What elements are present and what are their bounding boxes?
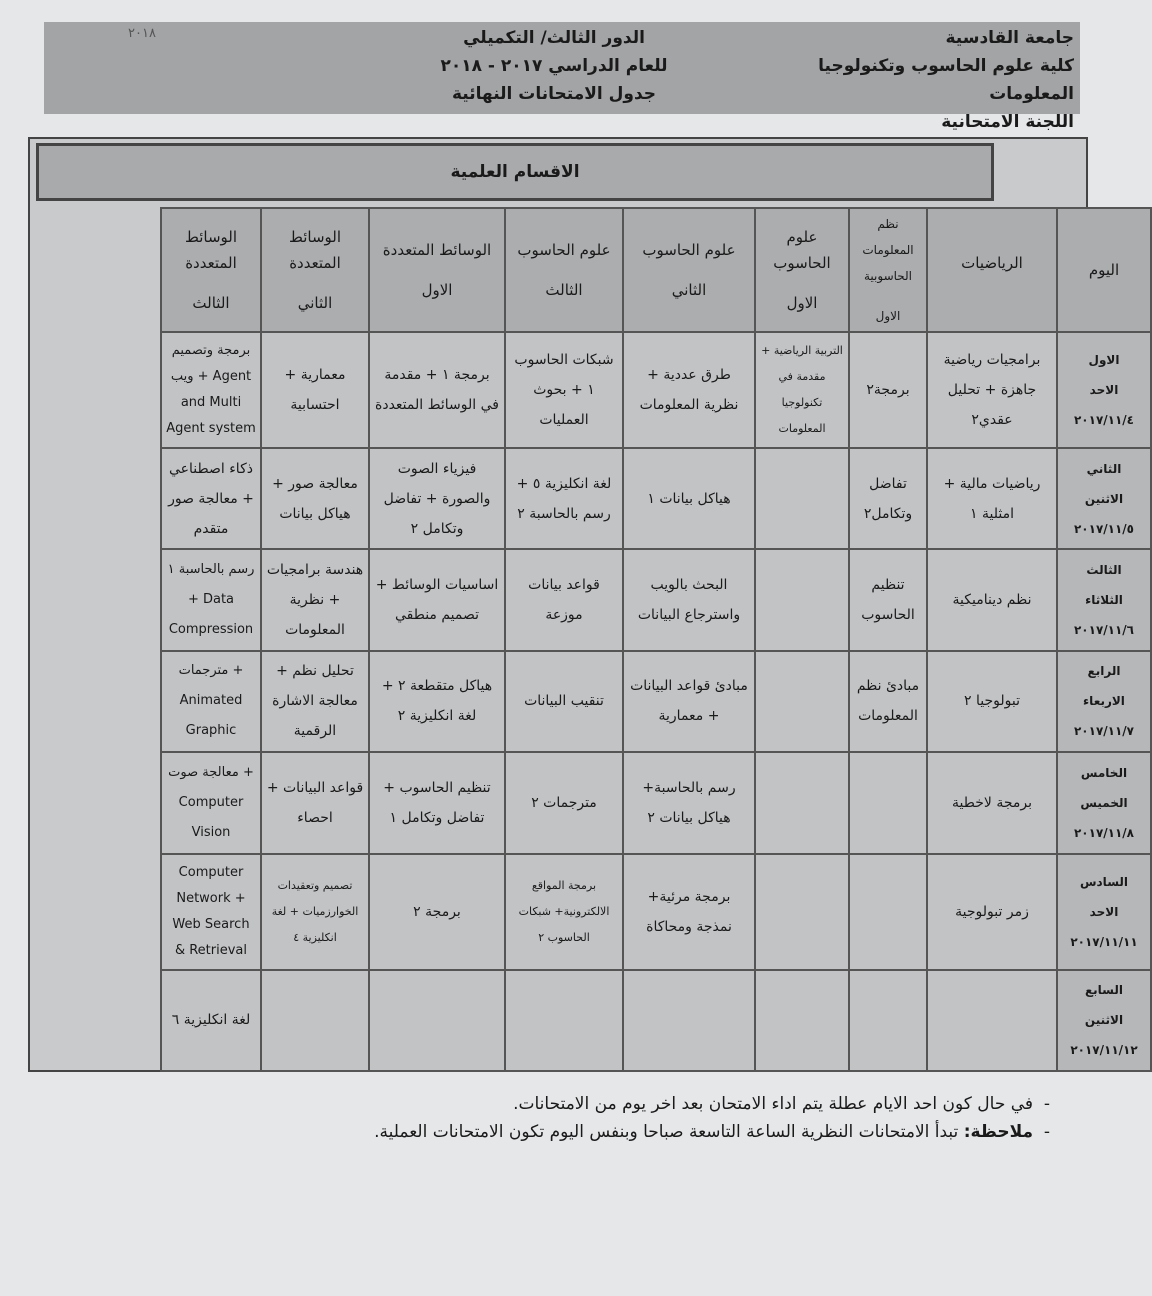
day-weekday: الثلاثاء — [1085, 593, 1123, 608]
exam-cell: برامجيات رياضية جاهزة + تحليل عقدي٢ — [927, 332, 1057, 448]
exam-cell: مترجمات ٢ — [505, 752, 623, 853]
column-header — [161, 208, 261, 332]
exam-cell: البحث بالويب واسترجاع البيانات — [623, 549, 755, 650]
exam-cell: تصميم وتعقيدات الخوارزميات + لغة انكليزية ٤ — [261, 854, 369, 970]
day-day: الخامس — [1080, 765, 1128, 780]
day-day: الرابع — [1087, 664, 1121, 679]
exam-cell — [849, 752, 927, 853]
header-year-stamp: ٢٠١٨ — [128, 26, 156, 41]
day-column-header: اليوم — [1057, 208, 1151, 332]
department-name: الوسائط المتعددة — [288, 228, 342, 272]
day-weekday: الاحد — [1089, 904, 1119, 919]
column-header — [755, 208, 849, 332]
exam-cell — [755, 448, 849, 549]
exam-cell: تبولوجيا ٢ — [927, 651, 1057, 752]
schedule-title: جدول الامتحانات النهائية — [451, 84, 657, 104]
exam-cell: لغة انكليزية ٦ — [161, 970, 261, 1071]
column-header — [849, 208, 927, 332]
exam-cell: مبادئ قواعد البيانات + معمارية — [623, 651, 755, 752]
day-cell — [1057, 332, 1151, 448]
exam-cell: نظم ديناميكية — [927, 549, 1057, 650]
exam-cell: مترجمات + Animated Graphic — [161, 651, 261, 752]
exam-cell: برمجة٢ — [849, 332, 927, 448]
exam-cell: Computer Network + Web Search & Retrieval — [161, 854, 261, 970]
day-weekday: الخميس — [1080, 795, 1128, 810]
exam-cell — [369, 970, 505, 1071]
department-name: علوم الحاسوب — [517, 241, 611, 259]
study-year: الاول — [786, 294, 818, 312]
exam-round: الدور الثالث/ التكميلي — [463, 28, 645, 48]
exam-cell: تنقيب البيانات — [505, 651, 623, 752]
day-date: ٢٠١٧/١١/١١ — [1070, 934, 1138, 949]
column-header — [505, 208, 623, 332]
day-weekday: الاحد — [1089, 383, 1119, 398]
exam-cell: هياكل بيانات ١ — [623, 448, 755, 549]
header-institution — [744, 24, 1074, 136]
day-weekday: الاثنين — [1084, 491, 1124, 506]
day-weekday: الاثنين — [1084, 1013, 1124, 1028]
exam-cell: برمجة ٢ — [369, 854, 505, 970]
committee-name: اللجنة الامتحانية — [941, 112, 1074, 132]
university-name: جامعة القادسية — [945, 28, 1074, 48]
day-day: السادس — [1079, 874, 1129, 889]
exam-cell — [623, 970, 755, 1071]
exam-cell: اساسيات الوسائط + تصميم منطقي — [369, 549, 505, 650]
exam-cell: طرق عددية + نظرية المعلومات — [623, 332, 755, 448]
exam-cell: شبكات الحاسوب ١ + بحوث العمليات — [505, 332, 623, 448]
exam-cell — [849, 854, 927, 970]
document-header — [44, 22, 1080, 132]
column-header — [623, 208, 755, 332]
table-row — [21, 854, 1151, 970]
exam-cell: هندسة برامجيات + نظرية المعلومات — [261, 549, 369, 650]
day-cell — [1057, 651, 1151, 752]
exam-cell: برمجة المواقع الالكترونية+ شبكات الحاسوب ٢ — [505, 854, 623, 970]
exam-schedule-table — [20, 207, 1152, 1072]
note-label: ملاحظة: — [963, 1122, 1034, 1142]
department-name: علوم الحاسوب — [773, 228, 831, 272]
study-year: الثاني — [671, 281, 707, 299]
day-date: ٢٠١٧/١١/٨ — [1073, 825, 1135, 840]
day-day: السابع — [1084, 983, 1124, 998]
day-weekday: الاربعاء — [1083, 694, 1125, 709]
study-year: الثالث — [192, 294, 230, 312]
day-day: الثاني — [1086, 461, 1122, 476]
day-day: الاول — [1088, 353, 1120, 368]
notes-section — [60, 1090, 1050, 1146]
exam-cell — [505, 970, 623, 1071]
table-row — [21, 651, 1151, 752]
department-name: علوم الحاسوب — [642, 241, 736, 259]
day-day: الثالث — [1086, 563, 1122, 578]
exam-cell: قواعد البيانات + احصاء — [261, 752, 369, 853]
exam-cell — [755, 549, 849, 650]
day-cell — [1057, 752, 1151, 853]
departments-banner: الاقسام العلمية — [36, 143, 994, 201]
exam-cell: تفاضل وتكامل٢ — [849, 448, 927, 549]
exam-cell: التربية الرياضية + مقدمة في تكنولوجيا المعلومات — [755, 332, 849, 448]
column-header — [261, 208, 369, 332]
day-date: ٢٠١٧/١١/٦ — [1073, 623, 1135, 638]
exam-cell: رسم بالحاسبة ١ + Data Compression — [161, 549, 261, 650]
exam-cell: مبادئ نظم المعلومات — [849, 651, 927, 752]
table-row — [21, 970, 1151, 1071]
exam-cell — [849, 970, 927, 1071]
exam-cell: قواعد بيانات موزعة — [505, 549, 623, 650]
exam-cell — [755, 854, 849, 970]
day-date: ٢٠١٧/١١/٤ — [1073, 413, 1135, 428]
department-name: الرياضيات — [961, 254, 1023, 272]
day-cell — [1057, 970, 1151, 1071]
day-date: ٢٠١٧/١١/١٢ — [1070, 1043, 1138, 1058]
table-row — [21, 752, 1151, 853]
exam-cell: ذكاء اصطناعي + معالجة صور متقدم — [161, 448, 261, 549]
exam-cell: تنظيم الحاسوب + تفاضل وتكامل ١ — [369, 752, 505, 853]
exam-cell: معالجة صور + هياكل بيانات — [261, 448, 369, 549]
exam-cell: لغة انكليزية ٥ + رسم بالحاسبة ٢ — [505, 448, 623, 549]
exam-cell: برمجة وتصميم ويب + Agent and Multi Agent system — [161, 332, 261, 448]
exam-cell — [927, 970, 1057, 1071]
exam-cell: زمر تبولوجية — [927, 854, 1057, 970]
table-row — [21, 448, 1151, 549]
exam-cell: فيزياء الصوت والصورة + تفاضل وتكامل ٢ — [369, 448, 505, 549]
day-date: ٢٠١٧/١١/٥ — [1073, 521, 1135, 536]
column-header — [927, 208, 1057, 332]
day-cell — [1057, 549, 1151, 650]
exam-cell: رسم بالحاسبة+ هياكل بيانات ٢ — [623, 752, 755, 853]
exam-cell — [755, 970, 849, 1071]
day-cell — [1057, 854, 1151, 970]
college-name: كلية علوم الحاسوب وتكنولوجيا المعلومات — [818, 56, 1074, 104]
study-year: الاول — [875, 309, 901, 323]
exam-cell — [755, 752, 849, 853]
exam-cell — [261, 970, 369, 1071]
day-cell — [1057, 448, 1151, 549]
note-exam-time: - ملاحظة: تبدأ الامتحانات النظرية الساعة التاسعة صباحا وبنفس اليوم تكون الامتحانات العملية. — [374, 1122, 1050, 1142]
exam-cell: معالجة صوت + Computer Vision — [161, 752, 261, 853]
exam-cell: رياضيات مالية + امثلية ١ — [927, 448, 1057, 549]
exam-cell: معمارية + احتسابية — [261, 332, 369, 448]
academic-year: للعام الدراسي ٢٠١٧ - ٢٠١٨ — [440, 56, 668, 76]
study-year: الثالث — [545, 281, 583, 299]
department-name: نظم المعلومات الحاسوبية — [862, 217, 914, 283]
exam-cell — [755, 651, 849, 752]
department-name: الوسائط المتعددة — [382, 241, 492, 259]
table-row — [21, 332, 1151, 448]
day-date: ٢٠١٧/١١/٧ — [1073, 724, 1135, 739]
exam-cell: برمجة ١ + مقدمة في الوسائط المتعددة — [369, 332, 505, 448]
note-holiday: - في حال كون احد الايام عطلة يتم اداء الامتحان بعد اخر يوم من الامتحانات. — [513, 1094, 1050, 1114]
exam-cell: تحليل نظم + معالجة الاشارة الرقمية — [261, 651, 369, 752]
table-row — [21, 549, 1151, 650]
study-year: الاول — [421, 281, 453, 299]
department-name: الوسائط المتعددة — [184, 228, 238, 272]
column-header — [369, 208, 505, 332]
exam-cell: برمجة لاخطية — [927, 752, 1057, 853]
header-center — [374, 24, 734, 108]
table-header-row — [21, 208, 1151, 332]
exam-cell: برمجة مرئية+ نمذجة ومحاكاة — [623, 854, 755, 970]
exam-cell: هياكل متقطعة ٢ + لغة انكليزية ٢ — [369, 651, 505, 752]
study-year: الثاني — [297, 294, 333, 312]
exam-cell: تنظيم الحاسوب — [849, 549, 927, 650]
